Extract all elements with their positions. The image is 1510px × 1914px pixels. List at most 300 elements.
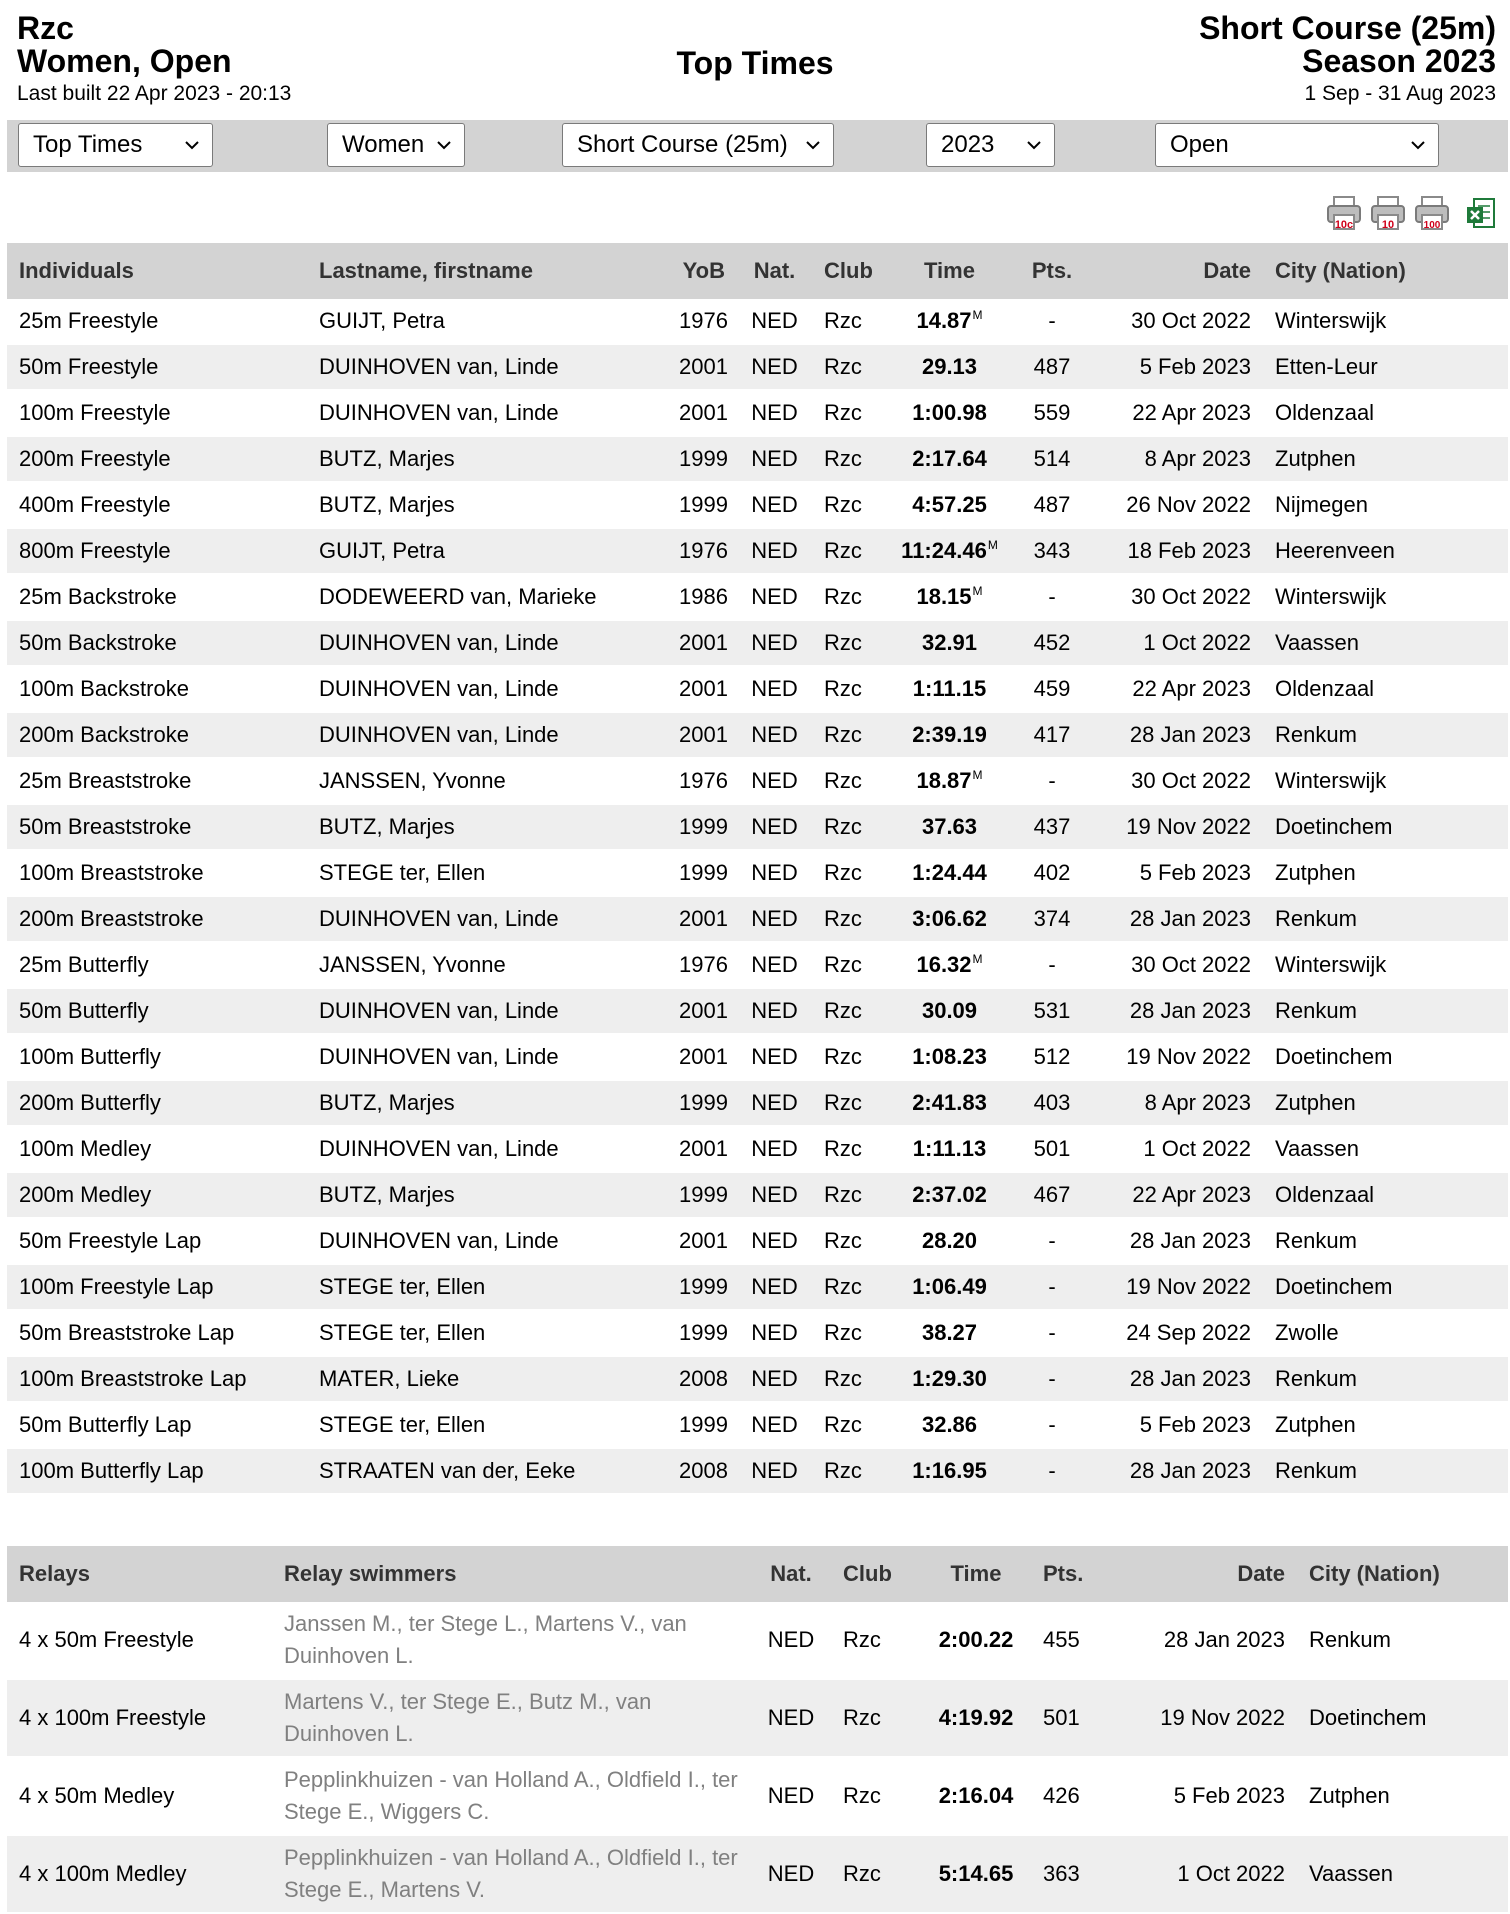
swimmer-separator: , [368, 1877, 381, 1902]
points-cell: 487 [1017, 482, 1087, 528]
relay-swimmer-link[interactable]: ter Stege L. [408, 1611, 523, 1636]
time-cell[interactable] [882, 344, 1017, 390]
city-cell: Winterswijk [1263, 574, 1508, 620]
nat-cell: NED [737, 1264, 812, 1310]
swimmer-separator: , [388, 1689, 401, 1714]
swimmer-name-cell[interactable]: BUTZ, Marjes [307, 436, 667, 482]
swimmer-name-cell[interactable]: STRAATEN van der, Eeke [307, 1448, 667, 1494]
yob-cell: 2001 [667, 896, 737, 942]
chevron-down-icon [182, 124, 202, 166]
individuals-body [7, 299, 1508, 1494]
relay-swimmer-link[interactable]: Wiggers C. [380, 1799, 490, 1824]
category-title: Women, Open [17, 43, 232, 79]
date-cell: 8 Apr 2023 [1087, 1080, 1263, 1126]
yob-cell: 1999 [667, 436, 737, 482]
time-value: 32.86 [921, 1412, 978, 1437]
club-cell: Rzc [812, 1356, 882, 1402]
nat-cell: NED [737, 1126, 812, 1172]
city-cell: Renkum [1263, 712, 1508, 758]
time-cell[interactable] [882, 482, 1017, 528]
time-cell[interactable] [882, 390, 1017, 436]
points-cell: - [1017, 1402, 1087, 1448]
swimmer-name-cell[interactable]: GUIJT, Petra [307, 299, 667, 344]
col-header-relay-club: Club [831, 1546, 921, 1602]
yob-cell: 1999 [667, 1264, 737, 1310]
date-cell: 30 Oct 2022 [1087, 574, 1263, 620]
time-mark: M [972, 768, 983, 782]
time-value: 2:17.64 [912, 446, 987, 471]
time-value: 1:06.49 [912, 1274, 987, 1299]
nat-cell: NED [737, 528, 812, 574]
time-value: 32.91 [921, 630, 978, 655]
gender-select-value: Women [342, 131, 425, 158]
chevron-down-icon [803, 124, 823, 166]
table-row [7, 1172, 1508, 1218]
date-cell: 1 Oct 2022 [1087, 1126, 1263, 1172]
event-cell: 200m Freestyle [7, 436, 307, 482]
club-cell: Rzc [812, 988, 882, 1034]
club-cell: Rzc [812, 942, 882, 988]
time-mark: M [972, 952, 983, 966]
relay-event-cell: 4 x 100m Medley [7, 1835, 272, 1913]
relay-swimmer-link[interactable]: van Duinhoven L. [284, 1611, 687, 1668]
city-cell: Zutphen [1297, 1757, 1508, 1835]
time-cell[interactable] [882, 804, 1017, 850]
yob-cell: 1999 [667, 1310, 737, 1356]
time-cell[interactable] [882, 758, 1017, 804]
event-cell: 100m Medley [7, 1126, 307, 1172]
table-row [7, 804, 1508, 850]
yob-cell: 1976 [667, 528, 737, 574]
city-cell: Winterswijk [1263, 942, 1508, 988]
date-cell: 28 Jan 2023 [1087, 1448, 1263, 1494]
nat-cell: NED [737, 1448, 812, 1494]
points-cell: - [1017, 1218, 1087, 1264]
event-cell: 200m Medley [7, 1172, 307, 1218]
swimmer-name-cell[interactable]: BUTZ, Marjes [307, 482, 667, 528]
city-cell: Etten-Leur [1263, 344, 1508, 390]
yob-cell: 2001 [667, 390, 737, 436]
points-cell: 437 [1017, 804, 1087, 850]
time-value: 11:24.46 [901, 538, 987, 563]
event-cell: 50m Backstroke [7, 620, 307, 666]
points-cell: 487 [1017, 344, 1087, 390]
time-cell[interactable] [882, 620, 1017, 666]
club-cell: Rzc [812, 482, 882, 528]
nat-cell: NED [737, 666, 812, 712]
time-value: 29.13 [921, 354, 978, 379]
time-value: 1:29.30 [912, 1366, 987, 1391]
time-cell[interactable] [882, 1264, 1017, 1310]
relay-swimmers-cell [272, 1679, 751, 1757]
points-cell: 363 [1031, 1835, 1121, 1913]
time-cell[interactable] [882, 712, 1017, 758]
yob-cell: 1999 [667, 804, 737, 850]
swimmer-name-cell[interactable]: DUINHOVEN van, Linde [307, 620, 667, 666]
excel-export-icon[interactable] [1464, 195, 1500, 233]
table-row [7, 1602, 1508, 1679]
time-cell[interactable] [882, 850, 1017, 896]
table-row [7, 574, 1508, 620]
col-header-relay-time: Time [921, 1546, 1031, 1602]
swimmer-separator: , [699, 1767, 713, 1792]
relay-event-cell: 4 x 100m Freestyle [7, 1679, 272, 1757]
course-title: Short Course (25m) [1199, 10, 1496, 46]
relays-table [7, 1546, 1508, 1914]
date-cell: 28 Jan 2023 [1087, 896, 1263, 942]
time-value: 16.32 [916, 952, 972, 977]
relay-swimmer-link[interactable]: Pepplinkhuizen - van Holland A. [284, 1767, 595, 1792]
date-cell: 5 Feb 2023 [1121, 1757, 1297, 1835]
time-cell[interactable]: 2:00.22 [921, 1602, 1031, 1679]
date-cell: 28 Jan 2023 [1087, 1218, 1263, 1264]
agegroup-select[interactable] [1155, 123, 1439, 167]
time-cell[interactable] [882, 1034, 1017, 1080]
event-cell: 100m Breaststroke [7, 850, 307, 896]
time-cell[interactable]: 2:16.04 [921, 1757, 1031, 1835]
relay-swimmer-link[interactable]: Martens V. [534, 1611, 640, 1636]
points-cell: 501 [1031, 1679, 1121, 1757]
points-cell: 467 [1017, 1172, 1087, 1218]
points-cell: 512 [1017, 1034, 1087, 1080]
event-cell: 50m Freestyle Lap [7, 1218, 307, 1264]
club-cell: Rzc [812, 390, 882, 436]
event-cell: 100m Butterfly [7, 1034, 307, 1080]
club-cell: Rzc [812, 1264, 882, 1310]
points-cell: 417 [1017, 712, 1087, 758]
table-row [7, 1448, 1508, 1494]
city-cell: Winterswijk [1263, 299, 1508, 344]
relay-swimmer-link[interactable]: ter Stege E. [400, 1689, 517, 1714]
swimmer-name-cell[interactable]: GUIJT, Petra [307, 528, 667, 574]
table-row [7, 1218, 1508, 1264]
yob-cell: 1999 [667, 482, 737, 528]
swimmer-separator: , [396, 1611, 409, 1636]
time-value: 1:11.15 [912, 676, 987, 701]
nat-cell: NED [737, 942, 812, 988]
city-cell: Renkum [1297, 1602, 1508, 1679]
time-cell[interactable] [882, 896, 1017, 942]
relay-swimmer-link[interactable]: Martens V. [284, 1689, 389, 1714]
yob-cell: 1976 [667, 758, 737, 804]
table-row [7, 988, 1508, 1034]
col-header-relay-nat: Nat. [751, 1546, 831, 1602]
nat-cell: NED [737, 804, 812, 850]
table-row [7, 528, 1508, 574]
swimmer-name-cell[interactable]: STEGE ter, Ellen [307, 1310, 667, 1356]
relay-swimmers-cell [272, 1835, 751, 1913]
nat-cell: NED [737, 620, 812, 666]
swimmer-name-cell[interactable]: STEGE ter, Ellen [307, 850, 667, 896]
event-cell: 200m Breaststroke [7, 896, 307, 942]
relay-swimmer-link[interactable]: Janssen M. [284, 1611, 397, 1636]
club-cell: Rzc [812, 528, 882, 574]
event-cell: 50m Butterfly Lap [7, 1402, 307, 1448]
time-cell[interactable] [882, 1126, 1017, 1172]
time-cell[interactable] [882, 1402, 1017, 1448]
chevron-down-icon [1024, 124, 1044, 166]
swimmer-name-cell[interactable]: JANSSEN, Yvonne [307, 758, 667, 804]
relay-swimmer-link[interactable]: Oldfield I. [606, 1767, 700, 1792]
col-header-pts: Pts. [1017, 243, 1087, 299]
course-select[interactable] [562, 123, 834, 167]
nat-cell: NED [737, 1172, 812, 1218]
table-row [7, 436, 1508, 482]
swimmer-name-cell[interactable]: MATER, Lieke [307, 1356, 667, 1402]
time-mark: M [972, 308, 983, 322]
relay-swimmer-link[interactable]: ter Stege E. [284, 1845, 738, 1902]
col-header-nat: Nat. [737, 243, 812, 299]
swimmer-separator: , [699, 1845, 713, 1870]
time-value: 37.63 [921, 814, 978, 839]
course-select-value: Short Course (25m) [577, 131, 788, 158]
city-cell: Renkum [1263, 1218, 1508, 1264]
swimmer-name-cell[interactable]: BUTZ, Marjes [307, 1080, 667, 1126]
type-select[interactable] [18, 123, 213, 167]
points-cell: 426 [1031, 1757, 1121, 1835]
swimmer-separator: , [603, 1689, 616, 1714]
club-cell: Rzc [812, 1080, 882, 1126]
event-cell: 50m Breaststroke [7, 804, 307, 850]
yob-cell: 2008 [667, 1448, 737, 1494]
city-cell: Oldenzaal [1263, 666, 1508, 712]
relay-event-cell: 4 x 50m Medley [7, 1757, 272, 1835]
swimmer-name-cell[interactable]: DUINHOVEN van, Linde [307, 390, 667, 436]
date-cell: 30 Oct 2022 [1087, 299, 1263, 344]
swimmer-name-cell[interactable]: DUINHOVEN van, Linde [307, 896, 667, 942]
time-cell[interactable] [882, 1218, 1017, 1264]
time-cell[interactable]: 4:19.92 [921, 1679, 1031, 1757]
club-cell: Rzc [812, 436, 882, 482]
time-cell[interactable] [882, 666, 1017, 712]
swimmer-name-cell[interactable]: DUINHOVEN van, Linde [307, 344, 667, 390]
event-cell: 100m Breaststroke Lap [7, 1356, 307, 1402]
time-value: 2:37.02 [912, 1182, 987, 1207]
time-cell[interactable] [882, 1172, 1017, 1218]
time-cell[interactable] [882, 988, 1017, 1034]
print-top10c-icon[interactable] [1326, 195, 1362, 233]
relay-swimmer-link[interactable]: Oldfield I. [606, 1845, 700, 1870]
time-value: 1:08.23 [912, 1044, 987, 1069]
season-period: 1 Sep - 31 Aug 2023 [1304, 82, 1496, 105]
club-cell: Rzc [812, 299, 882, 344]
date-cell: 1 Oct 2022 [1121, 1835, 1297, 1913]
date-cell: 28 Jan 2023 [1121, 1602, 1297, 1679]
time-cell[interactable]: 5:14.65 [921, 1835, 1031, 1913]
col-header-name: Lastname, firstname [307, 243, 667, 299]
nat-cell: NED [737, 1034, 812, 1080]
swimmer-separator: , [639, 1611, 652, 1636]
print-top100-icon[interactable] [1414, 195, 1450, 233]
relay-swimmer-link[interactable]: Martens V. [380, 1877, 485, 1902]
print-top10-icon[interactable] [1370, 195, 1406, 233]
club-cell: Rzc [812, 344, 882, 390]
col-header-time: Time [882, 243, 1017, 299]
swimmer-name-cell[interactable]: BUTZ, Marjes [307, 1172, 667, 1218]
date-cell: 30 Oct 2022 [1087, 942, 1263, 988]
date-cell: 28 Jan 2023 [1087, 712, 1263, 758]
points-cell: 514 [1017, 436, 1087, 482]
event-cell: 25m Butterfly [7, 942, 307, 988]
time-cell[interactable] [882, 528, 1017, 574]
yob-cell: 1976 [667, 942, 737, 988]
event-cell: 50m Breaststroke Lap [7, 1310, 307, 1356]
table-row [7, 299, 1508, 344]
relay-swimmer-link[interactable]: van Duinhoven L. [284, 1689, 652, 1746]
table-row [7, 1356, 1508, 1402]
city-cell: Oldenzaal [1263, 390, 1508, 436]
club-cell: Rzc [831, 1835, 921, 1913]
date-cell: 22 Apr 2023 [1087, 1172, 1263, 1218]
event-cell: 25m Breaststroke [7, 758, 307, 804]
gender-select[interactable] [327, 123, 465, 167]
date-cell: 24 Sep 2022 [1087, 1310, 1263, 1356]
time-cell[interactable] [882, 1448, 1017, 1494]
time-cell[interactable] [882, 942, 1017, 988]
nat-cell: NED [737, 896, 812, 942]
time-cell[interactable] [882, 1310, 1017, 1356]
swimmer-separator: , [516, 1689, 530, 1714]
nat-cell: NED [737, 1310, 812, 1356]
city-cell: Zutphen [1263, 850, 1508, 896]
points-cell: 402 [1017, 850, 1087, 896]
swimmer-name-cell[interactable]: STEGE ter, Ellen [307, 1402, 667, 1448]
time-cell[interactable] [882, 1080, 1017, 1126]
event-cell: 100m Butterfly Lap [7, 1448, 307, 1494]
header-right [1199, 12, 1496, 108]
table-row [7, 896, 1508, 942]
swimmer-name-cell[interactable]: DODEWEERD van, Marieke [307, 574, 667, 620]
print-top10-label: 10 [1381, 219, 1395, 231]
club-cell: Rzc [831, 1757, 921, 1835]
club-cell: Rzc [831, 1602, 921, 1679]
city-cell: Renkum [1263, 896, 1508, 942]
time-cell[interactable] [882, 436, 1017, 482]
table-row [7, 620, 1508, 666]
date-cell: 18 Feb 2023 [1087, 528, 1263, 574]
points-cell: - [1017, 574, 1087, 620]
club-cell: Rzc [812, 666, 882, 712]
relay-swimmer-link[interactable]: ter Stege E. [284, 1767, 738, 1824]
nat-cell: NED [751, 1679, 831, 1757]
club-cell: Rzc [812, 620, 882, 666]
col-header-relay-event: Relays [7, 1546, 272, 1602]
table-row [7, 482, 1508, 528]
yob-cell: 2001 [667, 666, 737, 712]
col-header-event: Individuals [7, 243, 307, 299]
club-cell: Rzc [812, 896, 882, 942]
table-row [7, 1757, 1508, 1835]
season-select[interactable] [926, 123, 1055, 167]
date-cell: 30 Oct 2022 [1087, 758, 1263, 804]
date-cell: 5 Feb 2023 [1087, 850, 1263, 896]
time-cell[interactable] [882, 574, 1017, 620]
time-value: 2:39.19 [912, 722, 987, 747]
club-cell: Rzc [812, 850, 882, 896]
col-header-yob: YoB [667, 243, 737, 299]
points-cell: - [1017, 942, 1087, 988]
swimmer-name-cell[interactable]: STEGE ter, Ellen [307, 1264, 667, 1310]
table-row [7, 1310, 1508, 1356]
table-row [7, 666, 1508, 712]
time-value: 30.09 [921, 998, 978, 1023]
swimmer-name-cell[interactable]: DUINHOVEN van, Linde [307, 666, 667, 712]
city-cell: Vaassen [1263, 1126, 1508, 1172]
date-cell: 19 Nov 2022 [1087, 1264, 1263, 1310]
time-value: 18.15 [916, 584, 972, 609]
city-cell: Zutphen [1263, 1402, 1508, 1448]
relay-swimmer-link[interactable]: Butz M. [529, 1689, 604, 1714]
nat-cell: NED [751, 1602, 831, 1679]
points-cell: 452 [1017, 620, 1087, 666]
time-mark: M [972, 584, 983, 598]
season-title: Season 2023 [1302, 43, 1496, 79]
swimmer-name-cell[interactable]: JANSSEN, Yvonne [307, 942, 667, 988]
table-row [7, 1264, 1508, 1310]
yob-cell: 1999 [667, 1080, 737, 1126]
yob-cell: 1986 [667, 574, 737, 620]
date-cell: 19 Nov 2022 [1087, 804, 1263, 850]
city-cell: Zutphen [1263, 436, 1508, 482]
nat-cell: NED [737, 1356, 812, 1402]
club-cell: Rzc [812, 1402, 882, 1448]
swimmer-name-cell[interactable]: DUINHOVEN van, Linde [307, 1126, 667, 1172]
nat-cell: NED [737, 436, 812, 482]
swimmer-name-cell[interactable]: DUINHOVEN van, Linde [307, 1218, 667, 1264]
col-header-swimmers: Relay swimmers [272, 1546, 751, 1602]
event-cell: 100m Freestyle Lap [7, 1264, 307, 1310]
col-header-relay-city: City (Nation) [1297, 1546, 1508, 1602]
swimmer-name-cell[interactable]: DUINHOVEN van, Linde [307, 712, 667, 758]
swimmer-name-cell[interactable]: DUINHOVEN van, Linde [307, 988, 667, 1034]
city-cell: Renkum [1263, 988, 1508, 1034]
yob-cell: 1999 [667, 1402, 737, 1448]
relay-swimmers-cell [272, 1757, 751, 1835]
date-cell: 26 Nov 2022 [1087, 482, 1263, 528]
event-cell: 200m Backstroke [7, 712, 307, 758]
time-value: 1:11.13 [912, 1136, 987, 1161]
city-cell: Oldenzaal [1263, 1172, 1508, 1218]
type-select-value: Top Times [33, 131, 143, 158]
col-header-relay-date: Date [1121, 1546, 1297, 1602]
relay-swimmer-link[interactable]: Pepplinkhuizen - van Holland A. [284, 1845, 595, 1870]
time-mark: M [987, 538, 998, 552]
city-cell: Winterswijk [1263, 758, 1508, 804]
club-cell: Rzc [812, 804, 882, 850]
relays-body [7, 1602, 1508, 1913]
event-cell: 25m Backstroke [7, 574, 307, 620]
swimmer-name-cell[interactable]: BUTZ, Marjes [307, 804, 667, 850]
date-cell: 22 Apr 2023 [1087, 666, 1263, 712]
yob-cell: 2001 [667, 1126, 737, 1172]
points-cell: 531 [1017, 988, 1087, 1034]
print-top10c-label: 10c [1334, 219, 1354, 231]
page-title: Top Times [676, 45, 834, 81]
city-cell: Renkum [1263, 1356, 1508, 1402]
time-cell[interactable] [882, 299, 1017, 344]
time-cell[interactable] [882, 1356, 1017, 1402]
table-row [7, 1126, 1508, 1172]
nat-cell: NED [737, 390, 812, 436]
print-top100-label: 100 [1423, 220, 1441, 231]
swimmer-name-cell[interactable]: DUINHOVEN van, Linde [307, 1034, 667, 1080]
table-row [7, 390, 1508, 436]
relay-event-cell: 4 x 50m Freestyle [7, 1602, 272, 1679]
time-value: 14.87 [916, 308, 972, 333]
points-cell: - [1017, 1448, 1087, 1494]
city-cell: Zutphen [1263, 1080, 1508, 1126]
city-cell: Vaassen [1263, 620, 1508, 666]
